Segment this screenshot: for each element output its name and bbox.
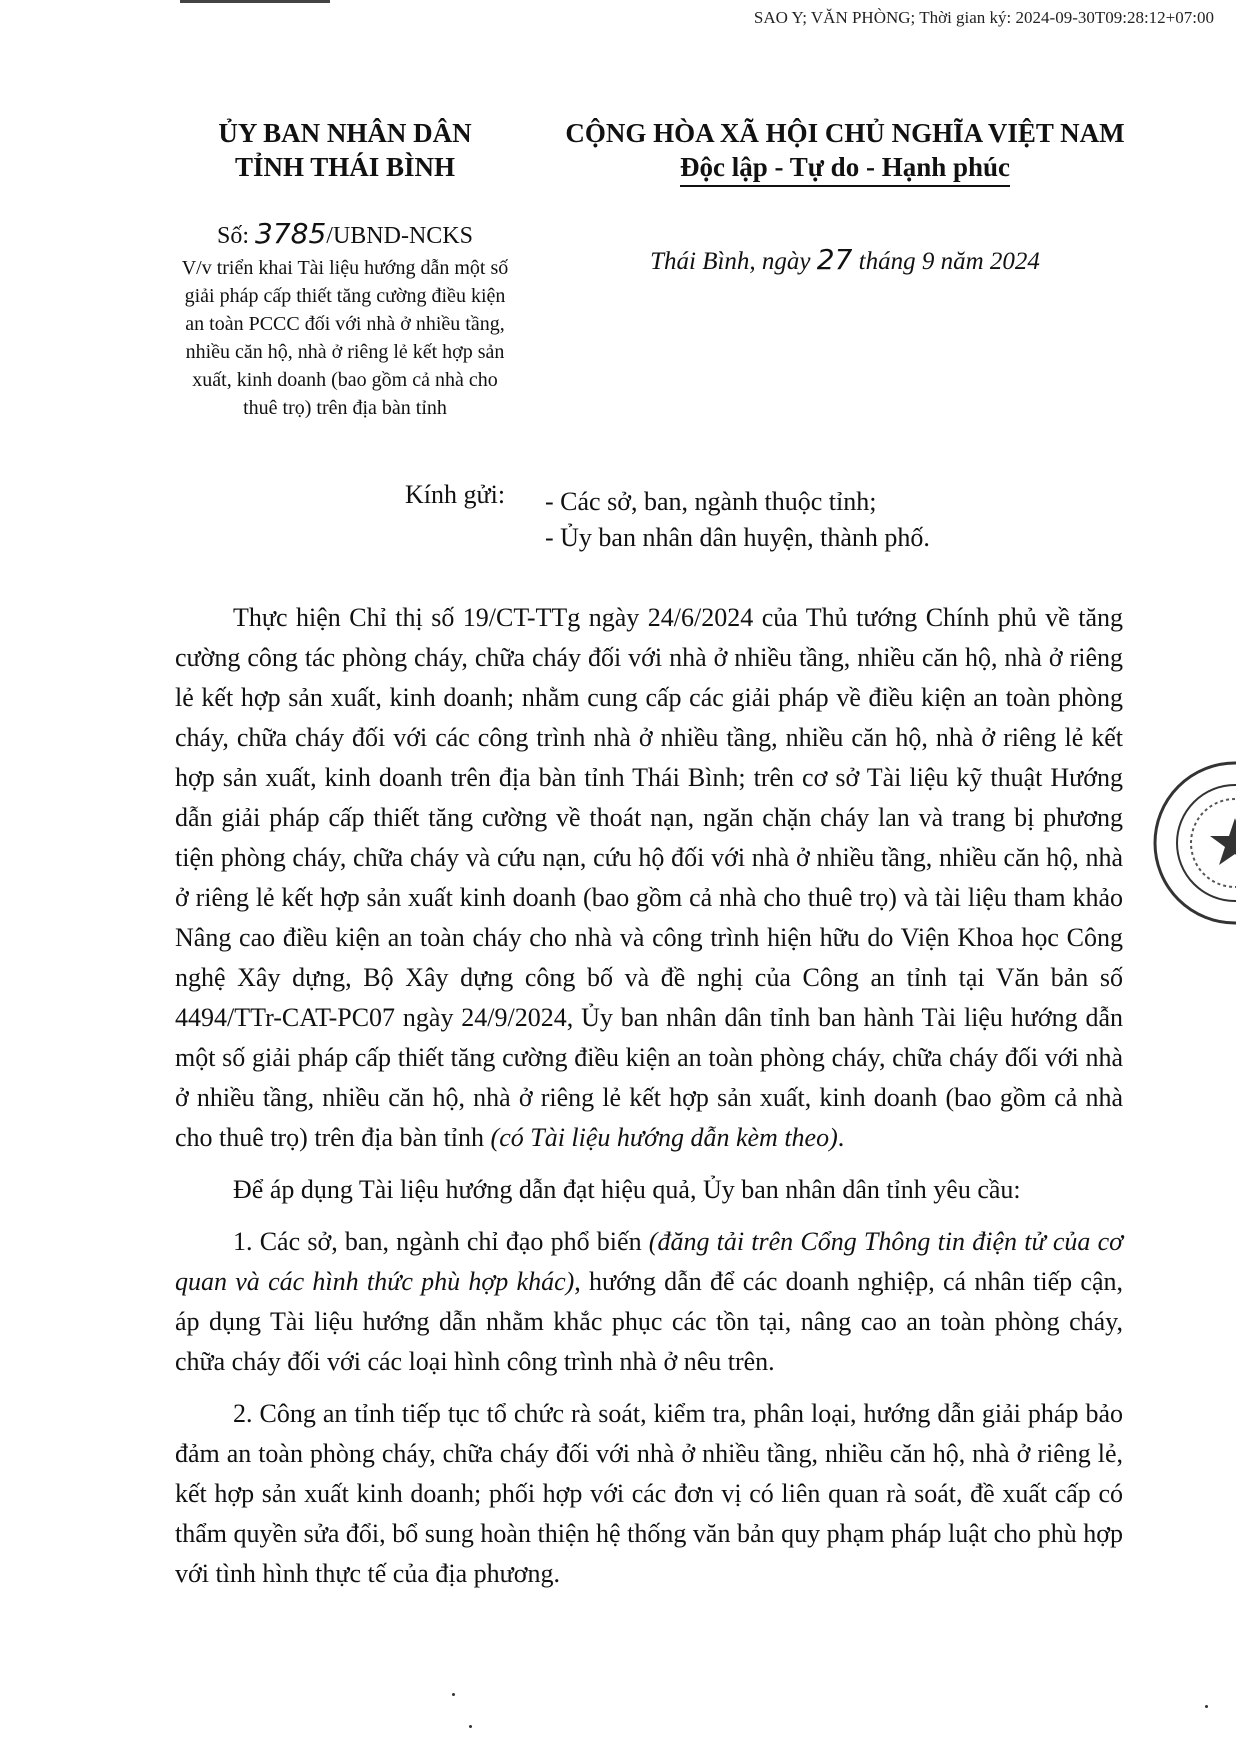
scan-speck: [469, 1725, 472, 1728]
subject-line: xuất, kinh doanh (bao gồm cả nhà cho: [192, 369, 498, 391]
nation-title: CỘNG HÒA XÃ HỘI CHỦ NGHĨA VIỆT NAM: [565, 118, 1125, 148]
subject-line: an toàn PCCC đối với nhà ở nhiều tầng,: [185, 313, 505, 335]
issuer-name-line1: ỦY BAN NHÂN DÂN: [218, 118, 472, 148]
p3-start: 1. Các sở, ban, ngành chỉ đạo phổ biến: [233, 1227, 649, 1256]
subject-line: nhiều căn hộ, nhà ở riêng lẻ kết hợp sản: [185, 341, 505, 363]
recipient-item: - Các sở, ban, ngành thuộc tỉnh;: [545, 487, 877, 516]
p3-italic-note: (đăng tải trên Cổng Thông tin điện tử của cơ quan và các hình thức phù hợp khác): [175, 1227, 1123, 1296]
subject-line: giải pháp cấp thiết tăng cường điều kiện: [184, 285, 506, 307]
body-paragraph-3: [175, 1222, 1123, 1382]
national-header: [545, 116, 1145, 276]
date-day-handwritten: 27: [816, 243, 853, 276]
scan-speck: [452, 1693, 455, 1696]
date-prefix: Thái Bình, ngày: [650, 248, 817, 275]
document-body: [175, 598, 1123, 1606]
place-date: [545, 243, 1145, 276]
date-suffix: tháng 9 năm 2024: [852, 248, 1040, 275]
document-number-prefix: Số:: [217, 223, 256, 249]
document-number-suffix: /UBND-NCKS: [326, 223, 473, 249]
copy-signature-note: SAO Y; VĂN PHÒNG; Thời gian ký: 2024-09-30T09:28:12+07:00: [753, 8, 1214, 27]
recipients-label: Kính gửi:: [405, 480, 506, 509]
document-number: [145, 217, 545, 250]
recipient-item: - Ủy ban nhân dân huyện, thành phố.: [545, 523, 930, 552]
document-number-handwritten: 3785: [255, 217, 327, 250]
document-subject: [145, 254, 545, 422]
p3-end: , hướng dẫn để các doanh nghiệp, cá nhân tiếp cận, áp dụng Tài liệu hướng dẫn nhằm khắc phục các tồn tại, nâng cao an toàn phòng cháy, chữa cháy đối với các loại hình công trình nhà ở nêu trên.: [175, 1267, 1123, 1376]
p1-text: Thực hiện Chỉ thị số 19/CT-TTg ngày 24/6/2024 của Thủ tướng Chính phủ về tăng cường công tác phòng cháy, chữa cháy đối với nhà ở nhiều tầng, nhiều căn hộ, nhà ở riêng lẻ kết hợp sản xuất, kinh doanh; nhằm cung cấp các giải pháp về điều kiện an toàn phòng cháy, chữa cháy đối với các công trình nhà ở nhiều tầng, nhiều căn hộ, nhà ở riêng lẻ kết hợp sản xuất, kinh doanh trên địa bàn tỉnh Thái Bình; trên cơ sở Tài liệu kỹ thuật Hướng dẫn giải pháp cấp thiết tăng cường về thoát nạn, ngăn chặn cháy lan và trang bị phương tiện phòng cháy, chữa cháy và cứu nạn, cứu hộ đối với nhà ở nhiều tầng, nhiều căn hộ, nhà ở riêng lẻ kết hợp sản xuất kinh doanh (bao gồm cả nhà cho thuê trọ) và tài liệu tham khảo Nâng cao điều kiện an toàn cháy cho nhà và công trình hiện hữu do Viện Khoa học Công nghệ Xây dựng, Bộ Xây dựng công bố và đề nghị của Công an tỉnh tại Văn bản số 4494/TTr-CAT-PC07 ngày 24/9/2024, Ủy ban nhân dân tỉnh ban hành Tài liệu hướng dẫn một số giải pháp cấp thiết tăng cường điều kiện an toàn phòng cháy, chữa cháy đối với nhà ở nhiều tầng, nhiều căn hộ, nhà ở riêng lẻ kết hợp sản xuất, kinh doanh (bao gồm cả nhà cho thuê trọ) trên địa bàn tỉnh: [175, 603, 1123, 1152]
issuer-block: [145, 116, 545, 422]
national-motto: Độc lập - Tự do - Hạnh phúc: [680, 150, 1010, 187]
p1-italic-note: (có Tài liệu hướng dẫn kèm theo): [490, 1123, 838, 1152]
top-edge-line: [180, 0, 330, 3]
recipients-list: [545, 484, 930, 556]
subject-line: thuê trọ) trên địa bàn tỉnh: [243, 397, 447, 419]
subject-line: V/v triển khai Tài liệu hướng dẫn một số: [181, 257, 509, 279]
official-seal-icon: [1150, 758, 1236, 928]
body-paragraph-1: [175, 598, 1123, 1158]
p1-end: .: [837, 1123, 845, 1152]
body-paragraph-4: 2. Công an tỉnh tiếp tục tổ chức rà soát, kiểm tra, phân loại, hướng dẫn giải pháp bảo đảm an toàn phòng cháy, chữa cháy đối với nhà ở nhiều tầng, nhiều căn hộ, nhà ở riêng lẻ, kết hợp sản xuất kinh doanh; phối hợp với các đơn vị có liên quan rà soát, đề xuất cấp có thẩm quyền sửa đổi, bổ sung hoàn thiện hệ thống văn bản quy phạm pháp luật cho phù hợp với tình hình thực tế của địa phương.: [175, 1399, 1123, 1588]
body-paragraph-2: Để áp dụng Tài liệu hướng dẫn đạt hiệu quả, Ủy ban nhân dân tỉnh yêu cầu:: [233, 1175, 1021, 1204]
issuer-name-line2: TỈNH THÁI BÌNH: [234, 152, 456, 182]
scan-speck: [1205, 1705, 1208, 1708]
